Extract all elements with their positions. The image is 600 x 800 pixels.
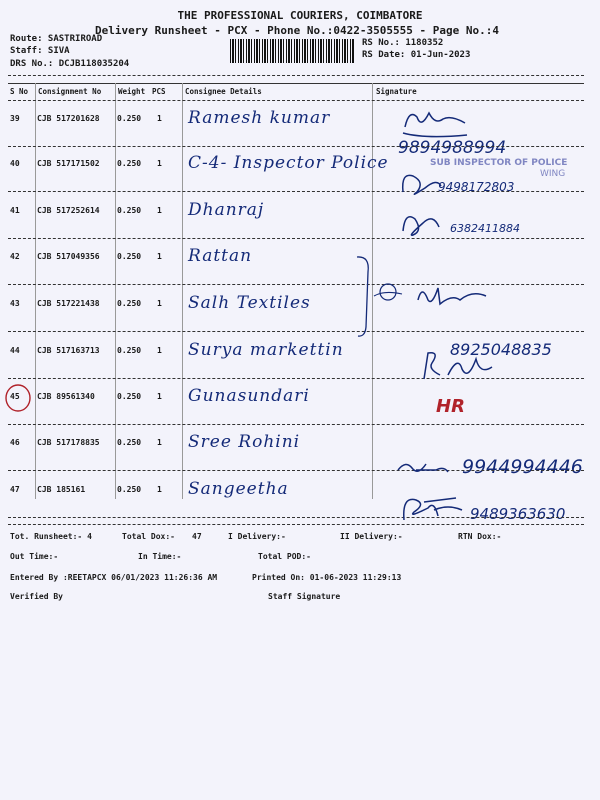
row-weight: 0.250	[117, 346, 142, 355]
row-sno: 46	[10, 438, 20, 447]
runsheet-subtitle: Delivery Runsheet - PCX - Phone No.:0422-3505555 - Page No.:4	[95, 24, 499, 37]
row-consignee: Salh Textiles	[188, 293, 311, 313]
row-sno: 41	[10, 206, 20, 215]
row-consignment-no: CJB 517049356	[37, 252, 100, 261]
total-dox-value: 47	[192, 532, 202, 541]
row-sno: 43	[10, 299, 20, 308]
col-header-weight: Weight	[118, 87, 146, 96]
row-sno: 44	[10, 346, 20, 355]
signature-scribble	[395, 105, 475, 143]
in-time: In Time:-	[138, 552, 182, 561]
divider	[8, 75, 584, 76]
row-weight: 0.250	[117, 206, 142, 215]
police-stamp-wing: WING	[540, 169, 566, 179]
rs-number: RS No.: 1180352	[362, 38, 444, 48]
barcode-image	[230, 39, 355, 63]
staff-signature: Staff Signature	[268, 592, 341, 601]
row-consignment-no: CJB 517163713	[37, 346, 100, 355]
col-header-signature: Signature	[376, 87, 417, 96]
out-time: Out Time:-	[10, 552, 59, 561]
row-signature-note: HR	[436, 396, 465, 417]
printed-on: Printed On: 01-06-2023 11:29:13	[252, 573, 402, 582]
row-consignment-no: CJB 89561340	[37, 392, 95, 401]
row-consignment-no: CJB 517171502	[37, 159, 100, 168]
row-sno: 39	[10, 114, 20, 123]
row-pcs: 1	[157, 392, 162, 401]
row-consignee: Sangeetha	[188, 479, 289, 499]
company-title: THE PROFESSIONAL COURIERS, COIMBATORE	[177, 9, 423, 22]
red-circle-mark	[3, 383, 33, 413]
i-delivery: I Delivery:-	[228, 532, 286, 541]
row-consignment-no: CJB 517201628	[37, 114, 100, 123]
row-pcs: 1	[157, 299, 162, 308]
row-signature-note: 9489363630	[470, 505, 566, 523]
signature-scribble	[395, 162, 445, 202]
divider	[8, 524, 584, 525]
row-weight: 0.250	[117, 114, 142, 123]
total-dox-label: Total Dox:-	[122, 532, 175, 541]
signature-scribble	[412, 280, 492, 310]
row-consignee: Dhanraj	[188, 200, 265, 220]
row-pcs: 1	[157, 159, 162, 168]
row-consignment-no: CJB 185161	[37, 485, 86, 494]
rtn-dox: RTN Dox:-	[458, 532, 502, 541]
row-weight: 0.250	[117, 485, 142, 494]
row-divider	[8, 517, 584, 518]
staff-label: Staff: SIVA	[10, 46, 70, 56]
row-consignee: Ramesh kumar	[188, 108, 331, 128]
row-consignee: Rattan	[188, 246, 253, 266]
row-signature-note: 6382411884	[450, 222, 520, 235]
row-signature-note: 9498172803	[438, 180, 515, 194]
row-consignment-no: CJB 517178835	[37, 438, 100, 447]
signature-scribble	[392, 452, 452, 484]
row-weight: 0.250	[117, 392, 142, 401]
divider	[8, 83, 584, 84]
row-pcs: 1	[157, 485, 162, 494]
col-header-sno: S No	[10, 87, 29, 96]
col-header-consignee: Consignee Details	[185, 87, 262, 96]
rs-date: RS Date: 01-Jun-2023	[362, 50, 471, 60]
row-consignee: Surya markettin	[188, 340, 344, 360]
route-label: Route: SASTRIROAD	[10, 34, 103, 44]
police-stamp: SUB INSPECTOR OF POLICE	[430, 158, 568, 168]
row-pcs: 1	[157, 114, 162, 123]
row-consignment-no: CJB 517252614	[37, 206, 100, 215]
row-consignee: Gunasundari	[188, 386, 310, 406]
row-consignment-no: CJB 517221438	[37, 299, 100, 308]
row-sno: 45	[10, 392, 20, 401]
signature-scribble	[395, 205, 445, 243]
col-header-pcs: PCS	[152, 87, 166, 96]
row-weight: 0.250	[117, 438, 142, 447]
row-signature-note: 9944994446	[462, 456, 583, 478]
verified-by: Verified By	[10, 592, 63, 601]
row-pcs: 1	[157, 206, 162, 215]
row-weight: 0.250	[117, 299, 142, 308]
bracket-mark	[352, 252, 412, 342]
ii-delivery: II Delivery:-	[340, 532, 403, 541]
row-weight: 0.250	[117, 252, 142, 261]
row-sno: 47	[10, 485, 20, 494]
row-signature-note: 9894988994	[398, 138, 507, 158]
signature-scribble	[418, 345, 498, 387]
drs-number: DRS No.: DCJB118035204	[10, 59, 130, 69]
row-consignee: Sree Rohini	[188, 432, 301, 452]
total-pod: Total POD:-	[258, 552, 311, 561]
entered-by: Entered By :REETAPCX 06/01/2023 11:26:36 AM	[10, 573, 218, 582]
row-signature-note: 8925048835	[450, 340, 552, 359]
row-sno: 42	[10, 252, 20, 261]
row-pcs: 1	[157, 346, 162, 355]
tot-runsheet: Tot. Runsheet:- 4	[10, 532, 92, 541]
row-pcs: 1	[157, 438, 162, 447]
signature-scribble	[398, 490, 468, 526]
row-consignee: C-4- Inspector Police	[188, 153, 389, 173]
col-header-consignment: Consignment No	[38, 87, 102, 96]
row-pcs: 1	[157, 252, 162, 261]
row-sno: 40	[10, 159, 20, 168]
table-row	[8, 238, 584, 284]
row-weight: 0.250	[117, 159, 142, 168]
